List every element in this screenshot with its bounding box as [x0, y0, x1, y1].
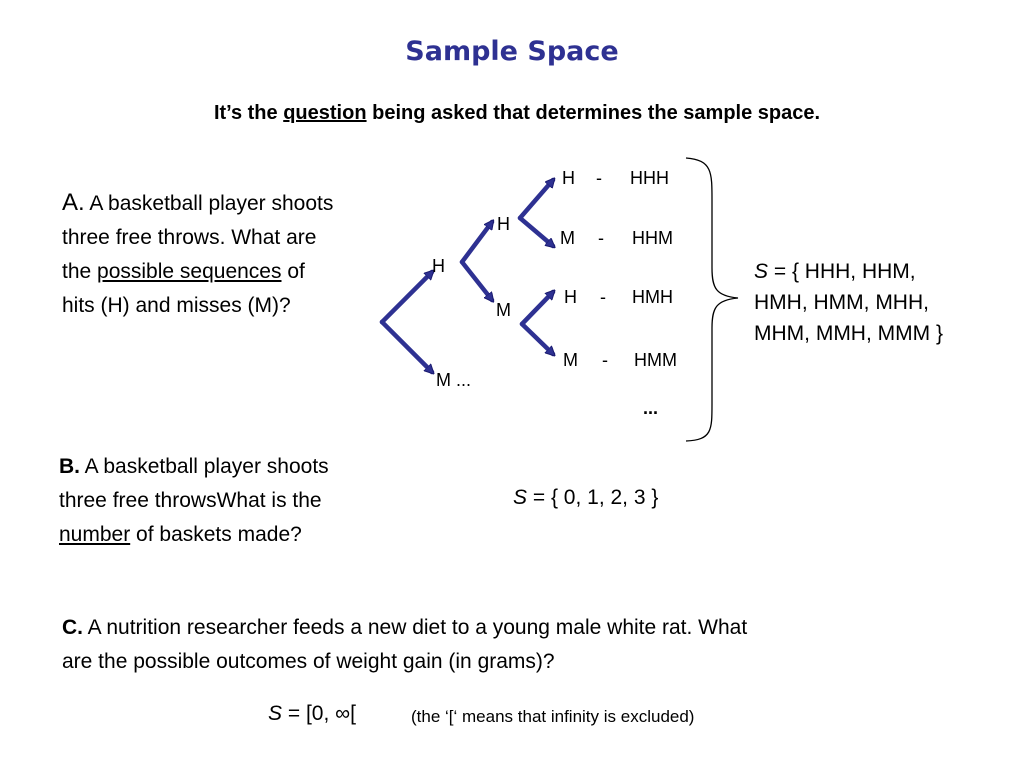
leaf-outcome: HMH — [632, 287, 673, 307]
leaf-branch: H — [562, 168, 575, 188]
part-c-line1: A nutrition researcher feeds a new diet to a young male white rat. What — [83, 616, 748, 639]
part-c-letter: C. — [62, 616, 83, 639]
part-c-line2: are the possible outcomes of weight gain (in grams)? — [62, 650, 555, 673]
set-c — [268, 702, 356, 726]
part-b-line3-after: of baskets made? — [130, 523, 302, 546]
part-b-text — [59, 450, 419, 552]
leaf-branch: H — [564, 287, 577, 307]
part-b-line3-underlined: number — [59, 523, 131, 546]
subtitle-before: It’s the — [213, 102, 284, 124]
set-b — [513, 482, 658, 513]
set-c-rest: = [0, ∞[ — [282, 702, 356, 725]
part-a-line1: A basketball player shoots — [84, 192, 334, 215]
set-b-symbol: S — [513, 486, 528, 509]
set-a-symbol: S — [754, 260, 769, 283]
part-a-line4: hits (H) and misses (M)? — [62, 294, 291, 317]
leaf-dash: - — [596, 168, 602, 188]
set-a — [754, 256, 943, 349]
leaf-outcome: HHM — [632, 228, 673, 248]
leaf-outcome: HHH — [630, 168, 669, 188]
tree-level2-m-label: M — [496, 300, 511, 320]
tree-root-m-label: M ... — [436, 370, 471, 390]
subtitle-after: being asked that determines the sample space. — [366, 102, 821, 124]
set-c-note: (the ‘[‘ means that infinity is excluded) — [411, 707, 695, 726]
tree-root-h-label: H — [432, 256, 445, 276]
part-b-line2: three free throwsWhat is the — [59, 489, 322, 512]
part-c-text — [62, 611, 942, 679]
set-c-symbol: S — [268, 702, 283, 725]
part-a-line3-after: of — [281, 260, 305, 283]
page-title: Sample Space — [405, 36, 619, 67]
tree-level2-h-label: H — [497, 214, 510, 234]
part-b-letter: B. — [59, 455, 80, 478]
subtitle-underlined: question — [283, 102, 367, 124]
leaf-branch: M — [560, 228, 575, 248]
part-a-letter: A. — [62, 189, 85, 216]
part-a-line2: three free throws. What are — [62, 226, 317, 249]
part-a-line3-underlined: possible sequences — [97, 260, 282, 283]
leaf-dash: - — [600, 287, 606, 307]
leaf-dash: - — [602, 350, 608, 370]
leaf-outcome: HMM — [634, 350, 677, 370]
tree-ellipsis: ... — [643, 398, 659, 418]
leaf-dash: - — [598, 228, 604, 248]
part-a-line3-before: the — [62, 260, 98, 283]
set-a-line1: = { HHH, HHM, — [768, 260, 916, 283]
set-a-line2: HMH, HMM, MHH, — [754, 291, 929, 314]
set-a-line3: MHM, MMH, MMM } — [754, 322, 943, 345]
leaf-branch: M — [563, 350, 578, 370]
part-b-line1: A basketball player shoots — [80, 455, 329, 478]
set-b-rest: = { 0, 1, 2, 3 } — [527, 486, 659, 509]
